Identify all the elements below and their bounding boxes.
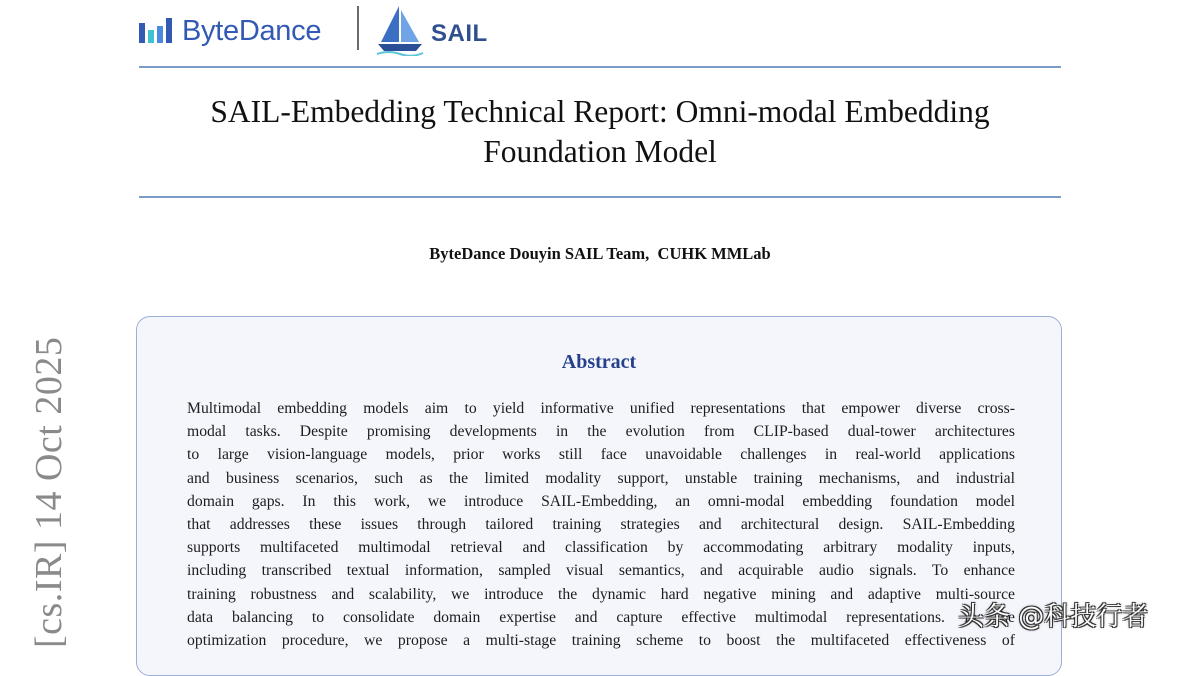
- paper-authors: ByteDance Douyin SAIL Team, CUHK MMLab: [429, 244, 771, 263]
- abstract-body: [187, 397, 1015, 652]
- abstract-line: modal tasks. Despite promising developments in the evolution from CLIP-based dual-tower architectures: [187, 423, 1015, 441]
- abstract-line: Multimodal embedding models aim to yield informative unified representations that empower diverse cross-: [187, 400, 1015, 417]
- header-rule-top: [139, 66, 1061, 68]
- paper-title-line-1: SAIL-Embedding Technical Report: Omni-modal Embedding: [210, 94, 990, 129]
- abstract-heading: Abstract: [561, 351, 637, 373]
- abstract-line: optimization procedure, we propose a multi-stage training scheme to boost the multifaceted effectiveness of: [187, 632, 1015, 650]
- header-rule-bottom: [139, 196, 1061, 198]
- abstract-line: and business scenarios, such as the limited modality support, unstable training mechanisms, and industrial: [187, 469, 1015, 487]
- abstract-line: including transcribed textual information, sampled visual semantics, and acquirable audio signals. To enhance: [187, 562, 1015, 580]
- arxiv-stamp: [cs.IR] 14 Oct 2025: [28, 336, 70, 648]
- sail-wordmark: SAIL: [431, 20, 488, 47]
- bytedance-wordmark: ByteDance: [182, 14, 322, 47]
- abstract-line: that addresses these issues through tailored training strategies and architectural design. SAIL-Embedding: [187, 516, 1015, 534]
- paper-title: [139, 92, 1061, 172]
- bytedance-bars-icon: [138, 17, 174, 45]
- abstract-box: [136, 316, 1062, 676]
- abstract-line: data balancing to consolidate domain expertise and capture effective multimodal representations. In the: [187, 608, 1015, 626]
- abstract-line: training robustness and scalability, we introduce the dynamic hard negative mining and adaptive multi-source: [187, 585, 1015, 603]
- abstract-line: to large vision-language models, prior works still face unavoidable challenges in real-world applications: [187, 446, 1015, 464]
- paper-title-line-2: Foundation Model: [483, 134, 717, 169]
- sailboat-icon: [375, 4, 425, 56]
- bytedance-logo: [138, 14, 321, 48]
- abstract-line: supports multifaceted multimodal retrieval and classification by accommodating arbitrary modality inputs,: [187, 539, 1015, 557]
- watermark: 头条 @科技行者: [958, 602, 1149, 632]
- logo-divider: [357, 6, 359, 50]
- abstract-line: domain gaps. In this work, we introduce SAIL-Embedding, an omni-modal embedding foundation model: [187, 492, 1015, 510]
- sail-logo: [375, 2, 488, 56]
